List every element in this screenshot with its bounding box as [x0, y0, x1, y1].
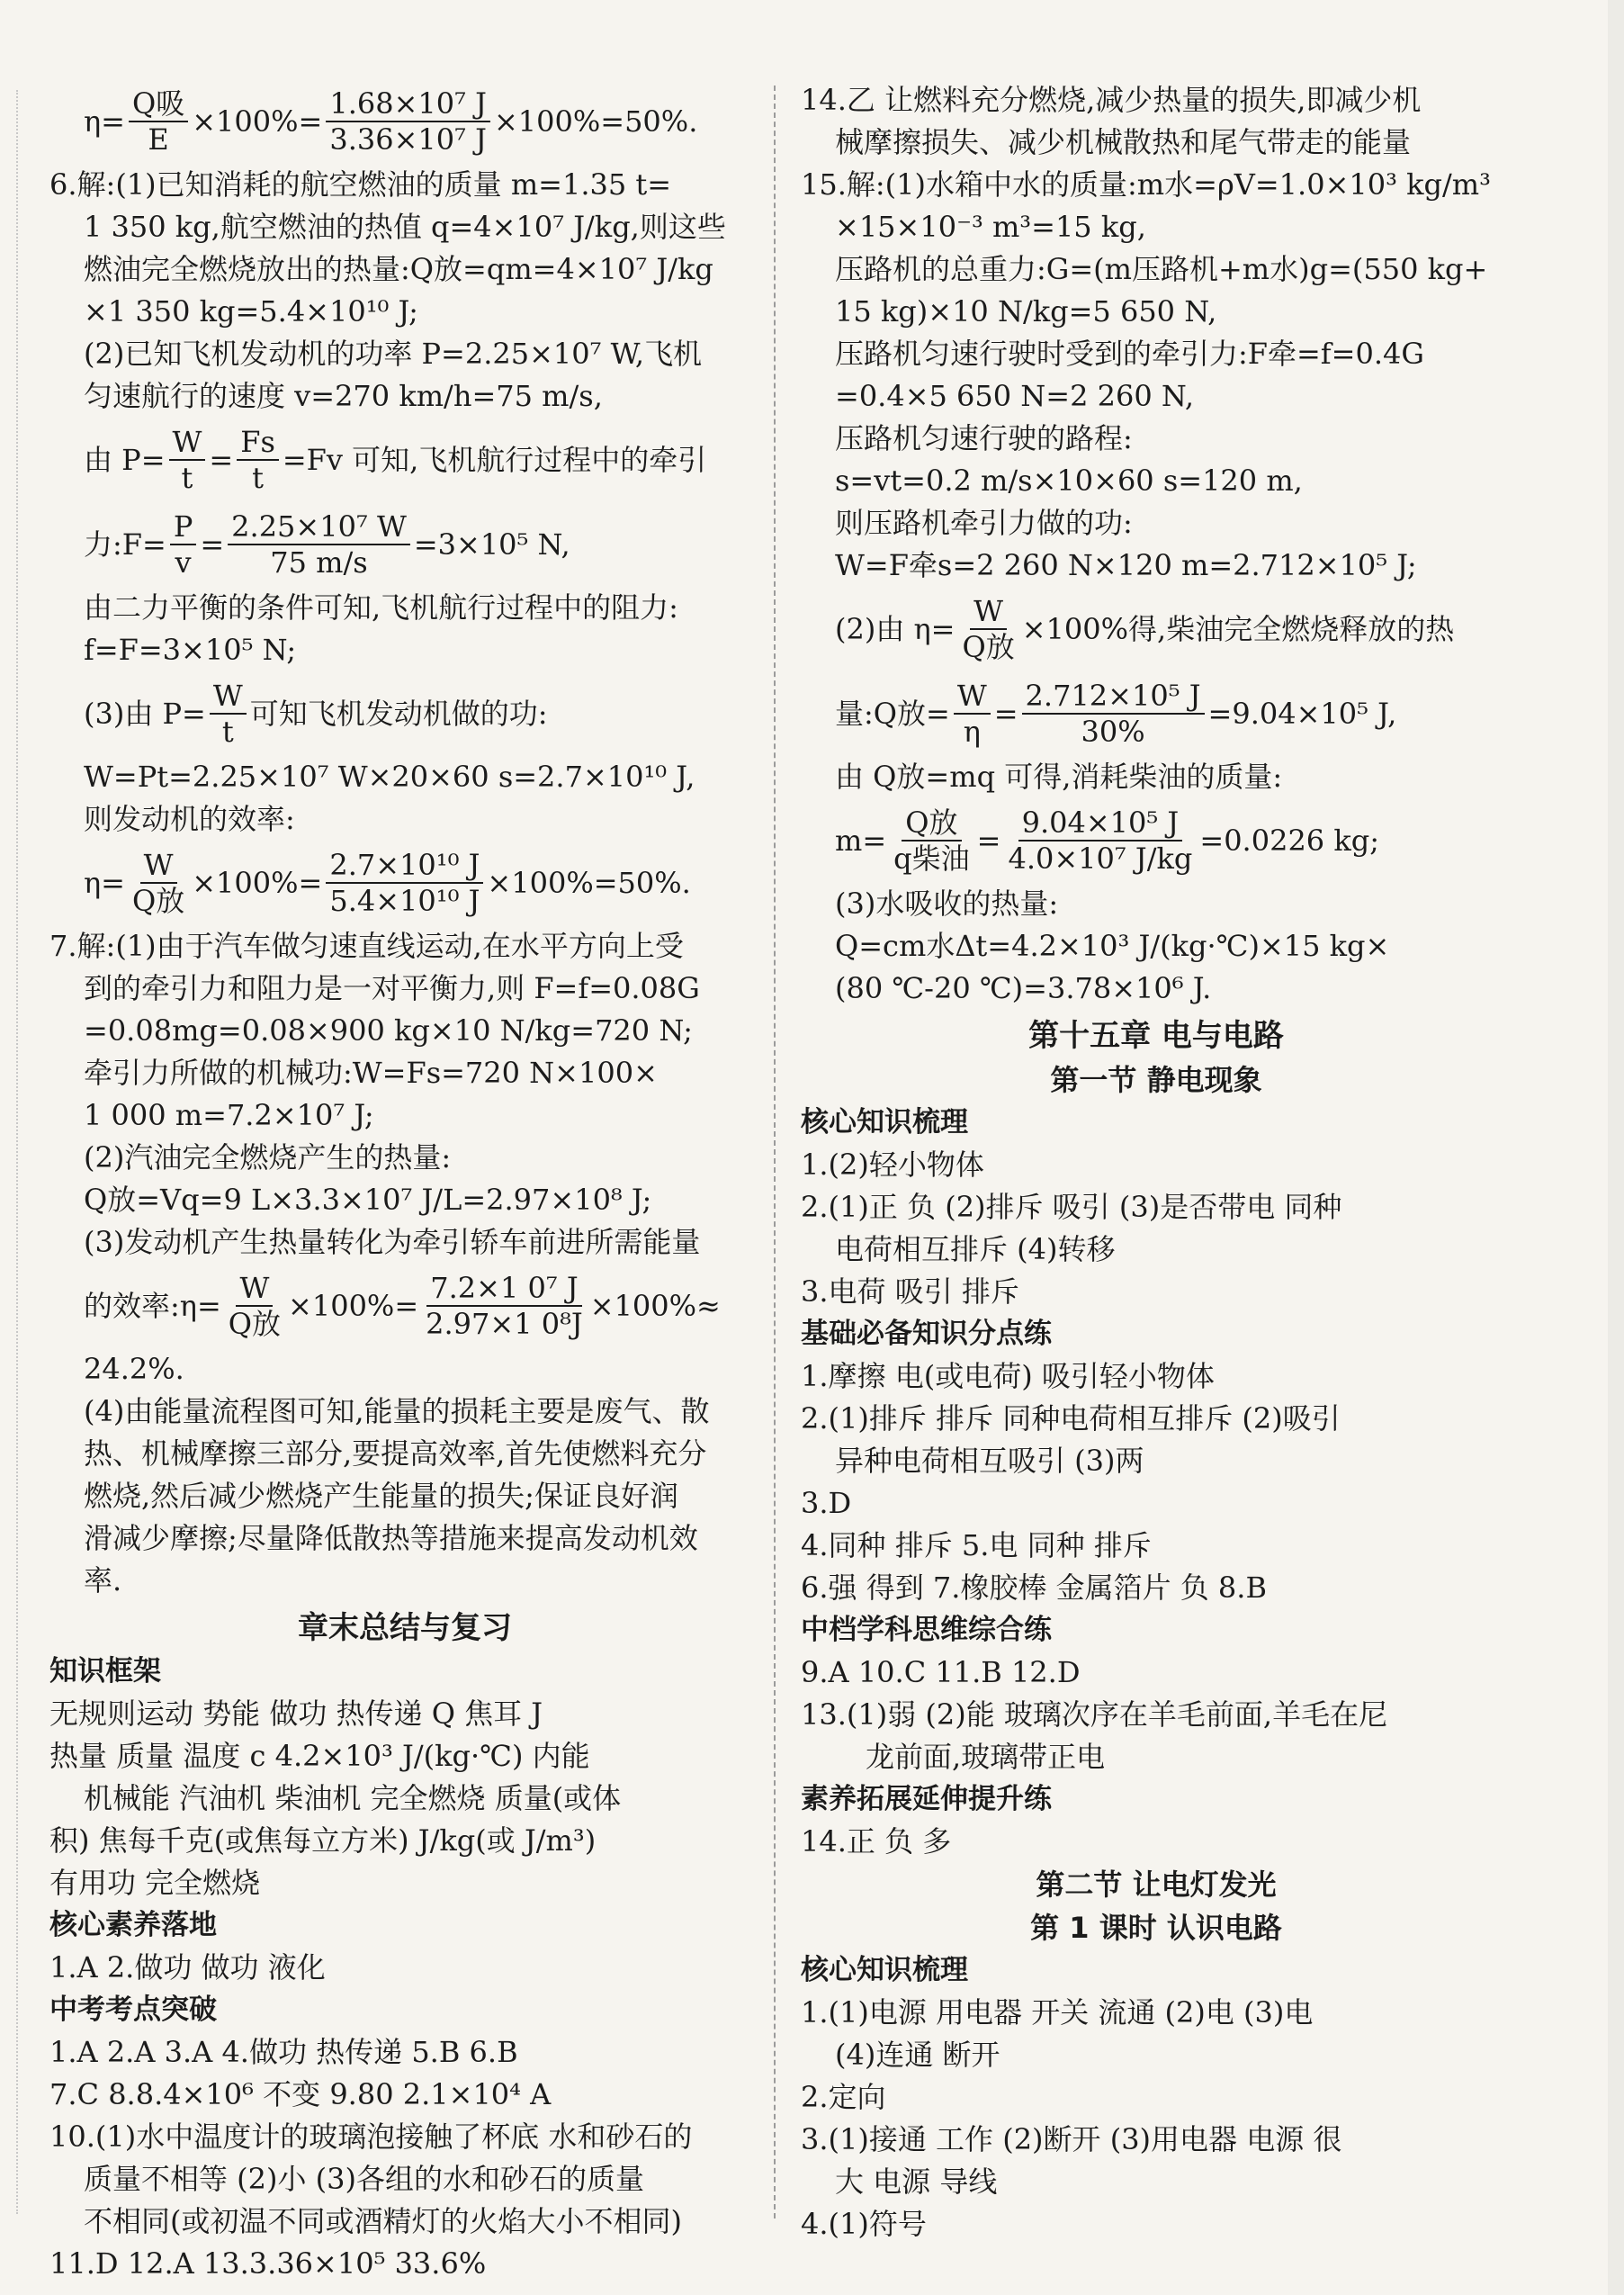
answer-line: (80 ℃-20 ℃)=3.78×10⁶ J.: [835, 971, 1212, 1005]
fraction: [326, 848, 483, 918]
formula-line: [49, 418, 760, 502]
formula-text: ×100%=50%.: [487, 865, 691, 900]
answer-line: f=F=3×10⁵ N;: [84, 633, 297, 667]
answer-line: 燃油完全燃烧放出的热量:Q放=qm=4×10⁷ J/kg: [84, 252, 713, 286]
denominator: Q放: [131, 884, 185, 918]
denominator: 3.36×10⁷ J: [329, 122, 487, 157]
numerator: 2.7×10¹⁰ J: [326, 848, 483, 884]
formula-text: 可知飞机发动机做的功:: [249, 696, 548, 731]
formula-text: =: [200, 526, 225, 562]
answer-line: W=Pt=2.25×10⁷ W×20×60 s=2.7×10¹⁰ J,: [84, 760, 695, 794]
answer-line: 15 kg)×10 N/kg=5 650 N,: [835, 294, 1217, 328]
answer-line: 14.乙 让燃料充分燃烧,减少热量的损失,即减少机: [801, 83, 1422, 117]
formula-text: η=: [84, 865, 125, 900]
column-divider: [774, 86, 776, 2218]
answer-line: 热量 质量 温度 c 4.2×10³ J/(kg·℃) 内能: [49, 1739, 590, 1773]
answer-line: 11.D 12.A 13.3.36×10⁵ 33.6%: [49, 2246, 487, 2281]
numerator: W: [954, 679, 991, 715]
answer-line: 到的牵引力和阻力是一对平衡力,则 F=f=0.08G: [84, 971, 700, 1005]
left-column: [49, 79, 760, 2285]
formula-text: =Fv 可知,飞机航行过程中的牵引: [282, 442, 707, 477]
answer-line: 15.解:(1)水箱中水的质量:m水=ρV=1.0×10³ kg/m³: [801, 167, 1491, 202]
formula-text: =9.04×10⁵ J,: [1207, 696, 1397, 731]
formula-text: ×100%=: [192, 865, 323, 900]
denominator: Q放: [228, 1307, 282, 1341]
fraction: [129, 848, 188, 918]
answer-line: 1.A 2.做功 做功 液化: [49, 1950, 326, 1984]
answer-line: Q放=Vq=9 L×3.3×10⁷ J/L=2.97×10⁸ J;: [84, 1183, 652, 1217]
answer-line: 匀速航行的速度 v=270 km/h=75 m/s,: [84, 379, 603, 413]
answer-line: 由 Q放=mq 可得,消耗柴油的质量:: [835, 760, 1283, 794]
numerator: W: [169, 425, 206, 461]
efficiency-formula-line: [49, 79, 760, 164]
denominator: t: [252, 461, 264, 495]
answer-line: 质量不相等 (2)小 (3)各组的水和砂石的质量: [84, 2162, 645, 2196]
fraction: [890, 806, 974, 876]
denominator: t: [221, 715, 234, 749]
answer-line: 压路机匀速行驶的路程:: [835, 421, 1133, 455]
formula-text: =: [209, 442, 234, 477]
formula-text: ×100%=: [288, 1288, 419, 1323]
answer-line: 14.正 负 多: [801, 1824, 952, 1858]
fraction: [169, 425, 206, 495]
page-right-margin: [1608, 0, 1624, 2295]
answer-line: W=F牵s=2 260 N×120 m=2.712×10⁵ J;: [835, 548, 1417, 582]
numerator: Q吸: [129, 86, 188, 122]
formula-text: (2)由 η=: [835, 611, 956, 646]
answer-line: 滑减少摩擦;尽量降低散热等措施来提高发动机效: [84, 1521, 698, 1555]
section-heading: 基础必备知识分点练: [801, 1318, 1052, 1350]
answer-line: 2.(1)正 负 (2)排斥 吸引 (3)是否带电 同种: [801, 1190, 1342, 1224]
formula-text: =3×10⁵ N,: [413, 526, 570, 562]
numerator: W: [236, 1271, 273, 1307]
numerator: 7.2×1 0⁷ J: [426, 1271, 581, 1307]
fraction: [225, 1271, 284, 1341]
fraction: [170, 509, 197, 580]
chapter-heading: 第十五章 电与电路: [1028, 1018, 1284, 1054]
answer-line: 1.A 2.A 3.A 4.做功 热传递 5.B 6.B: [49, 2035, 518, 2069]
answer-line: 无规则运动 势能 做功 热传递 Q 焦耳 J: [49, 1696, 543, 1731]
denominator: 75 m/s: [270, 545, 368, 580]
answer-line: (4)由能量流程图可知,能量的损耗主要是废气、散: [84, 1394, 710, 1428]
formula-line: [49, 841, 760, 925]
numerator: Q放: [902, 806, 961, 842]
numerator: P: [170, 509, 197, 545]
formula-text: ×100%得,柴油完全燃烧释放的热: [1021, 611, 1455, 646]
answer-line: 6.强 得到 7.橡胶棒 金属箔片 负 8.B: [801, 1570, 1267, 1605]
answer-line: 2.定向: [801, 2080, 886, 2114]
right-column: [801, 79, 1512, 2246]
numerator: 2.25×10⁷ W: [228, 509, 410, 545]
answer-line: (3)发动机产生热量转化为牵引轿车前进所需能量: [84, 1225, 701, 1259]
numerator: W: [970, 594, 1007, 630]
denominator: Q放: [962, 630, 1015, 664]
formula-text: =0.0226 kg;: [1199, 823, 1379, 858]
formula-text: m=: [835, 823, 887, 858]
answer-line: 牵引力所做的机械功:W=Fs=720 N×100×: [84, 1056, 658, 1090]
section-heading: 知识框架: [49, 1655, 161, 1688]
formula-text: 力:F=: [84, 526, 166, 562]
fraction: [422, 1271, 587, 1341]
numerator: 9.04×10⁵ J: [1018, 806, 1183, 842]
formula-text: =: [993, 696, 1018, 731]
formula-text: ×100%=: [192, 104, 323, 139]
denominator: 4.0×10⁷ J/kg: [1008, 842, 1193, 876]
fraction: [237, 425, 279, 495]
fraction: [228, 509, 410, 580]
formula-line: [49, 1264, 760, 1348]
answer-line: 1 000 m=7.2×10⁷ J;: [84, 1098, 374, 1132]
answer-line: 热、机械摩擦三部分,要提高效率,首先使燃料充分: [84, 1436, 707, 1471]
fraction: [959, 594, 1018, 664]
fraction: [326, 86, 490, 157]
answer-line: 3.电荷 吸引 排斥: [801, 1274, 1019, 1309]
answer-line: (2)已知飞机发动机的功率 P=2.25×10⁷ W,飞机: [84, 337, 703, 371]
answer-line: 则发动机的效率:: [84, 802, 295, 836]
answer-line: 大 电源 导线: [835, 2164, 998, 2199]
answer-line: s=vt=0.2 m/s×10×60 s=120 m,: [835, 464, 1303, 498]
formula-text: 由 P=: [84, 442, 166, 477]
numerator: 1.68×10⁷ J: [326, 86, 490, 122]
answer-line: 燃烧,然后减少燃烧产生能量的损失;保证良好润: [84, 1479, 678, 1513]
denominator: t: [181, 461, 193, 495]
answer-line: 7.解:(1)由于汽车做匀速直线运动,在水平方向上受: [49, 929, 684, 963]
answer-line: 1.(1)电源 用电器 开关 流通 (2)电 (3)电: [801, 1995, 1314, 2030]
answer-line: =0.4×5 650 N=2 260 N,: [835, 379, 1195, 413]
answer-line: 6.解:(1)已知消耗的航空燃油的质量 m=1.35 t=: [49, 167, 672, 202]
numerator: Fs: [237, 425, 279, 461]
answer-line: 3.D: [801, 1486, 852, 1520]
answer-line: 率.: [84, 1563, 122, 1598]
fraction: [210, 679, 247, 749]
answer-line: Q=cm水Δt=4.2×10³ J/(kg·℃)×15 kg×: [835, 929, 1390, 963]
answer-line: 龙前面,玻璃带正电: [866, 1740, 1106, 1774]
section-title: 第二节 让电灯发光: [1036, 1868, 1277, 1902]
answer-line: 1.(2)轻小物体: [801, 1148, 984, 1182]
answer-line: 10.(1)水中温度计的玻璃泡接触了杯底 水和砂石的: [49, 2120, 693, 2154]
answer-line: 2.(1)排斥 排斥 同种电荷相互排斥 (2)吸引: [801, 1401, 1341, 1436]
section-heading: 素养拓展延伸提升练: [801, 1783, 1052, 1815]
answer-line: 不相同(或初温不同或酒精灯的火焰大小不相同): [84, 2204, 682, 2238]
formula-line: [49, 671, 760, 756]
section-heading: 核心素养落地: [49, 1909, 217, 1941]
formula-text: 量:Q放=: [835, 696, 950, 731]
formula-text: η=: [84, 104, 125, 139]
answer-line: 9.A 10.C 11.B 12.D: [801, 1655, 1081, 1689]
denominator: q柴油: [893, 842, 970, 876]
formula-line: [801, 587, 1512, 671]
answer-line: 1.摩擦 电(或电荷) 吸引轻小物体: [801, 1359, 1215, 1393]
denominator: E: [148, 122, 169, 157]
section-heading: 核心知识梳理: [801, 1954, 968, 1986]
section-title: 第一节 静电现象: [1050, 1063, 1262, 1097]
formula-text: =: [976, 823, 1001, 858]
section-heading: 中档学科思维综合练: [801, 1614, 1052, 1646]
formula-line: [801, 671, 1512, 756]
answer-line: 24.2%.: [84, 1352, 184, 1386]
denominator: 2.97×1 0⁸J: [426, 1307, 583, 1341]
answer-line: 13.(1)弱 (2)能 玻璃次序在羊毛前面,羊毛在尼: [801, 1697, 1388, 1732]
answer-line: 电荷相互排斥 (4)转移: [835, 1232, 1116, 1266]
answer-line: 由二力平衡的条件可知,飞机航行过程中的阻力:: [84, 590, 678, 625]
denominator: 5.4×10¹⁰ J: [329, 884, 480, 918]
answer-line: 机械能 汽油机 柴油机 完全燃烧 质量(或体: [84, 1781, 622, 1815]
fraction: [129, 86, 188, 157]
numerator: W: [210, 679, 247, 715]
lesson-title: 第 1 课时 认识电路: [1030, 1911, 1282, 1945]
numerator: W: [140, 848, 177, 884]
denominator: v: [175, 545, 192, 580]
answer-line: ×15×10⁻³ m³=15 kg,: [835, 210, 1146, 244]
answer-line: (3)水吸收的热量:: [835, 886, 1059, 921]
answer-line: 有用功 完全燃烧: [49, 1866, 261, 1900]
answer-line: 异种电荷相互吸引 (3)两: [835, 1444, 1144, 1478]
answer-line: 3.(1)接通 工作 (2)断开 (3)用电器 电源 很: [801, 2122, 1342, 2156]
page-edge-line: [16, 90, 18, 2214]
answer-line: ×1 350 kg=5.4×10¹⁰ J;: [84, 294, 418, 328]
section-heading: 中考考点突破: [49, 1994, 217, 2026]
formula-text: ×100%≈: [589, 1288, 721, 1323]
answer-line: 压路机匀速行驶时受到的牵引力:F牵=f=0.4G: [835, 337, 1424, 371]
answer-line: 1 350 kg,航空燃油的热值 q=4×10⁷ J/kg,则这些: [84, 210, 726, 244]
denominator: 30%: [1081, 715, 1145, 749]
answer-line: =0.08mg=0.08×900 kg×10 N/kg=720 N;: [84, 1013, 693, 1048]
formula-line: [801, 798, 1512, 883]
formula-text: (3)由 P=: [84, 696, 206, 731]
answer-line: 积) 焦每千克(或焦每立方米) J/kg(或 J/m³): [49, 1823, 597, 1858]
answer-line: 4.同种 排斥 5.电 同种 排斥: [801, 1528, 1152, 1562]
fraction: [1004, 806, 1196, 876]
numerator: 2.712×10⁵ J: [1022, 679, 1205, 715]
chapter-summary-heading: 章末总结与复习: [298, 1610, 512, 1646]
answer-line: (4)连通 断开: [835, 2038, 1000, 2072]
formula-text: ×100%=50%.: [493, 104, 698, 139]
fraction: [1022, 679, 1205, 749]
fraction: [954, 679, 991, 749]
formula-line: [49, 502, 760, 587]
answer-line: 则压路机牵引力做的功:: [835, 506, 1133, 540]
answer-line: (2)汽油完全燃烧产生的热量:: [84, 1140, 452, 1174]
section-heading: 核心知识梳理: [801, 1106, 968, 1138]
formula-text: 的效率:η=: [84, 1288, 221, 1323]
answer-line: 械摩擦损失、减少机械散热和尾气带走的能量: [835, 125, 1412, 159]
denominator: η: [963, 715, 981, 749]
answer-line: 7.C 8.8.4×10⁶ 不变 9.80 2.1×10⁴ A: [49, 2077, 552, 2111]
answer-line: 4.(1)符号: [801, 2207, 927, 2241]
answer-line: 压路机的总重力:G=(m压路机+m水)g=(550 kg+: [835, 252, 1488, 286]
